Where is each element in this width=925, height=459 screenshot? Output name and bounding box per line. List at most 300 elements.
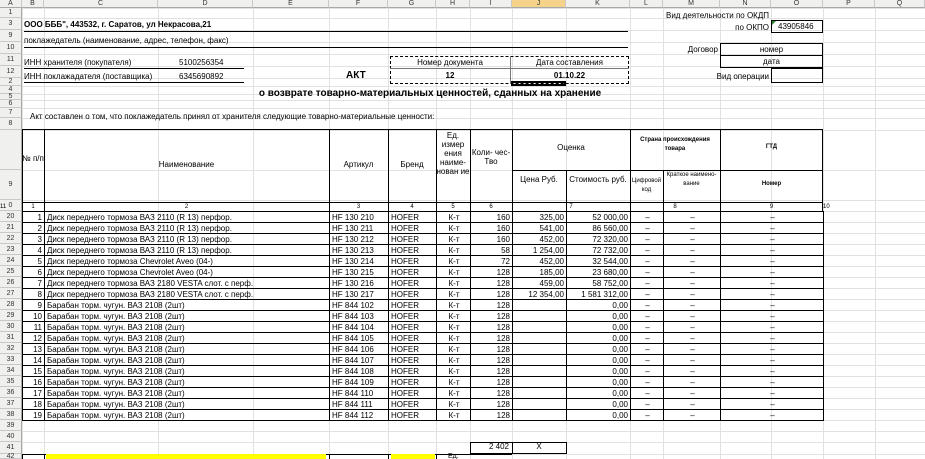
operation-cell[interactable] xyxy=(771,68,823,83)
cell-text-unit: К-т xyxy=(448,312,460,321)
header-gtd: ГТД xyxy=(765,144,778,150)
cell-text-code: – xyxy=(645,400,650,409)
cell-text-n: 16 xyxy=(33,378,42,387)
row-header[interactable]: 4 xyxy=(0,86,22,94)
cell-text-short: – xyxy=(690,224,695,233)
table-header-vline xyxy=(44,129,45,211)
inn-keeper-underline xyxy=(24,68,244,69)
header-price: Цена Руб. xyxy=(520,175,558,184)
cell-text-short: – xyxy=(690,345,695,354)
contract-label: Договор xyxy=(687,45,718,54)
cell-text-n: 11 xyxy=(33,323,42,332)
cell-text-code: – xyxy=(645,279,650,288)
cell-text-price: 325,00 xyxy=(539,213,564,222)
cell-text-brand: HOFER xyxy=(391,279,419,288)
cell-text-brand: HOFER xyxy=(391,334,419,343)
totals-highlight-2 xyxy=(391,454,435,459)
inn-keeper-value: 5100256354 xyxy=(179,58,224,67)
row-header[interactable]: 38 xyxy=(0,409,22,420)
cell-text-unit: К-т xyxy=(448,246,460,255)
column-number: 1 xyxy=(31,204,35,210)
cell-text-n: 18 xyxy=(33,400,42,409)
cell-text-art: HF 844 104 xyxy=(332,323,374,332)
cell-text-cost: 0,00 xyxy=(612,312,628,321)
org-underline xyxy=(24,31,628,32)
row-header[interactable]: 31 xyxy=(0,332,22,343)
cell-n[interactable] xyxy=(22,409,45,421)
grid-hline xyxy=(22,8,925,9)
cell-text-brand: HOFER xyxy=(391,378,419,387)
cell-text-price: 459,00 xyxy=(539,279,564,288)
column-header-m[interactable]: M xyxy=(663,0,720,8)
cell-text-price: 12 354,00 xyxy=(528,290,564,299)
table-header-vline xyxy=(329,129,330,211)
column-number: 8 xyxy=(673,204,677,210)
cell-text-gtd: – xyxy=(770,334,775,343)
okdp-label: Вид деятельности по ОКДП xyxy=(665,11,769,20)
cell-code[interactable] xyxy=(630,409,664,421)
cell-text-qty: 160 xyxy=(496,213,510,222)
cell-brand[interactable] xyxy=(388,409,437,421)
date-label: дата xyxy=(763,57,780,66)
cell-text-unit: К-т xyxy=(448,411,460,420)
okpo-value: 43905846 xyxy=(778,22,814,31)
column-number: 4 xyxy=(410,204,414,210)
cell-text-name: Барабан торм. чугун. ВАЗ 2108 (2шт) xyxy=(47,323,185,332)
column-header-k[interactable]: K xyxy=(566,0,630,8)
cell-text-gtd: – xyxy=(770,411,775,420)
cell-price[interactable] xyxy=(512,409,567,421)
cell-text-gtd: – xyxy=(770,389,775,398)
cell-text-code: – xyxy=(645,411,650,420)
row-header[interactable] xyxy=(0,130,22,170)
row-header[interactable]: 7 xyxy=(0,108,22,118)
cell-text-name: Диск переднего тормоза Chevrolet Aveo (04-) xyxy=(47,257,213,266)
cell-text-short: – xyxy=(690,279,695,288)
cell-text-gtd: – xyxy=(770,235,775,244)
cell-text-art: HF 844 106 xyxy=(332,345,374,354)
row-header[interactable]: 29 xyxy=(0,310,22,321)
cell-text-short: – xyxy=(690,334,695,343)
header-qty: Коли- чес- Тво xyxy=(471,148,511,166)
inn-depositor-value: 6345690892 xyxy=(179,72,224,81)
total-qty: 2 402 xyxy=(488,442,509,451)
cell-text-brand: HOFER xyxy=(391,213,419,222)
cell-text-cost: 86 560,00 xyxy=(592,224,628,233)
total-unit-partial: Ед. xyxy=(448,453,459,459)
row-header[interactable]: 35 xyxy=(0,376,22,387)
row-header[interactable]: 8 xyxy=(0,118,22,130)
cell-text-unit: К-т xyxy=(448,378,460,387)
cell-text-price: 1 254,00 xyxy=(532,246,564,255)
cell-text-code: – xyxy=(645,235,650,244)
column-header-c[interactable]: C xyxy=(44,0,158,8)
row-header[interactable]: 42 xyxy=(0,454,22,459)
cell-text-price: 541,00 xyxy=(539,224,564,233)
cell-text-art: HF 130 217 xyxy=(332,290,374,299)
column-header-j[interactable]: J xyxy=(512,0,566,8)
row-header[interactable]: 20 xyxy=(0,211,22,222)
cell-text-code: – xyxy=(645,257,650,266)
cell-text-cost: 23 680,00 xyxy=(592,268,628,277)
row-header[interactable]: 39 xyxy=(0,420,22,431)
contract-date-cell[interactable] xyxy=(720,55,823,68)
cell-text-gtd: – xyxy=(770,246,775,255)
cell-text-art: HF 130 211 xyxy=(332,224,374,233)
cell-text-code: – xyxy=(645,334,650,343)
column-header-i[interactable]: I xyxy=(470,0,512,8)
cell-text-unit: К-т xyxy=(448,235,460,244)
cell-text-qty: 128 xyxy=(496,323,510,332)
cell-text-unit: К-т xyxy=(448,334,460,343)
cell-text-n: 2 xyxy=(37,224,42,233)
cell-text-gtd: – xyxy=(770,400,775,409)
cell-text-n: 9 xyxy=(37,301,42,310)
cell-text-art: HF 844 111 xyxy=(332,400,373,409)
doc-number[interactable]: 12 xyxy=(445,71,455,80)
operation-label: Вид операции xyxy=(716,72,769,81)
cell-text-n: 14 xyxy=(33,356,42,365)
cell-text-cost: 0,00 xyxy=(612,323,628,332)
cell-text-gtd: – xyxy=(770,301,775,310)
row-header[interactable]: 34 xyxy=(0,365,22,376)
column-header-b[interactable]: B xyxy=(22,0,44,8)
cell-text-cost: 0,00 xyxy=(612,400,628,409)
grid-hline xyxy=(22,108,925,109)
act-label: АКТ xyxy=(346,70,366,81)
row-header[interactable]: 22 xyxy=(0,233,22,244)
column-header-q[interactable]: Q xyxy=(875,0,925,8)
cell-text-unit: К-т xyxy=(448,323,460,332)
totals-highlight xyxy=(46,454,326,459)
cell-text-name: Диск переднего тормоза ВАЗ 2110 (R 13) перфор. xyxy=(47,235,232,244)
row-header[interactable]: 36 xyxy=(0,387,22,398)
row-header[interactable]: 26 xyxy=(0,277,22,288)
cell-text-brand: HOFER xyxy=(391,312,419,321)
cell-text-n: 7 xyxy=(37,279,42,288)
cell-text-brand: HOFER xyxy=(391,367,419,376)
cell-text-art: HF 844 109 xyxy=(332,378,374,387)
column-header-a[interactable]: A xyxy=(0,0,22,8)
table-header-vline xyxy=(470,129,471,211)
cell-text-gtd: – xyxy=(770,213,775,222)
cell-text-gtd: – xyxy=(770,224,775,233)
cell-text-brand: HOFER xyxy=(391,235,419,244)
doc-number-label: Номер документа xyxy=(417,58,483,67)
header-country: Страна происхождения товара xyxy=(640,137,710,152)
cell-text-price: 452,00 xyxy=(539,235,564,244)
cell-text-n: 5 xyxy=(37,257,42,266)
cell-text-brand: HOFER xyxy=(391,290,419,299)
cell-text-code: – xyxy=(645,356,650,365)
cell-text-gtd: – xyxy=(770,290,775,299)
inn-depositor-underline xyxy=(24,82,244,83)
header-num: № п/п xyxy=(22,154,44,163)
row-header[interactable]: 30 xyxy=(0,321,22,332)
column-header-e[interactable]: E xyxy=(253,0,329,8)
cell-text-gtd: – xyxy=(770,257,775,266)
cell-text-name: Барабан торм. чугун. ВАЗ 2108 (2шт) xyxy=(47,378,185,387)
cell-text-name: Диск переднего тормоза ВАЗ 2110 (R 13) перфор. xyxy=(47,224,232,233)
grid-hline xyxy=(22,86,925,87)
intro-text: Акт составлен о том, что поклажедатель принял от хранителя следующие товарно-материальные ценности: xyxy=(30,112,435,121)
cell-text-n: 1 xyxy=(37,213,42,222)
cell-text-qty: 128 xyxy=(496,389,510,398)
row-header[interactable]: 10 xyxy=(0,42,22,54)
cell-text-art: HF 130 214 xyxy=(332,257,374,266)
column-number: 6 xyxy=(489,204,493,210)
row-header[interactable]: 40 xyxy=(0,431,22,442)
cell-text-art: HF 844 107 xyxy=(332,356,374,365)
cell-text-name: Диск переднего тормоза ВАЗ 2180 VESTA слот. с перф. xyxy=(47,290,254,299)
cell-text-brand: HOFER xyxy=(391,345,419,354)
row-header[interactable]: 9 xyxy=(0,30,22,42)
cell-text-cost: 72 320,00 xyxy=(592,235,628,244)
cell-text-n: 17 xyxy=(33,389,42,398)
column-header-l[interactable]: L xyxy=(630,0,663,8)
selected-cell-cursor[interactable] xyxy=(511,81,566,86)
cell-text-qty: 128 xyxy=(496,312,510,321)
row-header[interactable]: 1 xyxy=(0,8,22,18)
cell-text-name: Барабан торм. чугун. ВАЗ 2108 (2шт) xyxy=(47,400,185,409)
cell-text-brand: HOFER xyxy=(391,323,419,332)
cell-qty[interactable] xyxy=(470,409,513,421)
cell-text-art: HF 844 105 xyxy=(332,334,374,343)
inn-keeper-label: ИНН хранителя (покупателя) xyxy=(24,58,132,67)
cell-text-brand: HOFER xyxy=(391,224,419,233)
row-header[interactable]: 27 xyxy=(0,288,22,299)
cell-text-gtd: – xyxy=(770,323,775,332)
act-title: о возврате товарно-материальных ценностей, сданных на хранение xyxy=(258,88,602,99)
doc-date[interactable]: 01.10.22 xyxy=(553,71,586,80)
cell-text-art: HF 130 210 xyxy=(332,213,374,222)
table-header-vline xyxy=(388,129,389,211)
row-header[interactable]: 5 xyxy=(0,94,22,100)
row-header[interactable]: 41 xyxy=(0,442,22,454)
column-header-d[interactable]: D xyxy=(158,0,253,8)
cell-text-cost: 1 581 312,00 xyxy=(581,290,628,299)
cell-text-name: Диск переднего тормоза ВАЗ 2180 VESTA слот. с перф. xyxy=(47,279,254,288)
cell-name[interactable] xyxy=(44,409,330,421)
cell-text-qty: 128 xyxy=(496,356,510,365)
column-header-f[interactable]: F xyxy=(329,0,388,8)
header-valuation: Оценка xyxy=(557,143,585,152)
cell-text-art: HF 844 102 xyxy=(332,301,374,310)
cell-text-name: Диск переднего тормоза ВАЗ 2110 (R 13) перфор. xyxy=(47,213,232,222)
cell-text-code: – xyxy=(645,378,650,387)
column-number: 5 xyxy=(451,204,455,210)
cell-text-qty: 128 xyxy=(496,290,510,299)
cell-text-unit: К-т xyxy=(448,301,460,310)
cell-text-qty: 58 xyxy=(501,246,510,255)
cell-text-qty: 128 xyxy=(496,279,510,288)
cell-text-gtd: – xyxy=(770,367,775,376)
cell-text-brand: HOFER xyxy=(391,400,419,409)
column-number: 11 xyxy=(0,204,7,210)
cell-text-qty: 72 xyxy=(501,257,510,266)
okpo-label: по ОКПО xyxy=(735,23,769,32)
cell-text-short: – xyxy=(690,378,695,387)
header-gtd-number: Номер xyxy=(761,181,782,187)
header-article: Артикул xyxy=(343,160,374,169)
cell-short[interactable] xyxy=(663,409,721,421)
cell-text-brand: HOFER xyxy=(391,257,419,266)
org-caption-underline xyxy=(24,47,628,48)
cell-text-price: 185,00 xyxy=(539,268,564,277)
cell-text-price: 452,00 xyxy=(539,257,564,266)
cell-text-brand: HOFER xyxy=(391,356,419,365)
row-header[interactable]: 6 xyxy=(0,100,22,108)
cell-text-code: – xyxy=(645,312,650,321)
cell-text-short: – xyxy=(690,389,695,398)
cell-text-cost: 0,00 xyxy=(612,367,628,376)
cell-text-brand: HOFER xyxy=(391,268,419,277)
cell-unit[interactable] xyxy=(436,409,471,421)
column-number: 2 xyxy=(184,204,189,210)
cell-text-code: – xyxy=(645,246,650,255)
cell-text-code: – xyxy=(645,213,650,222)
cell-text-code: – xyxy=(645,268,650,277)
cell-text-unit: К-т xyxy=(448,224,460,233)
cell-text-n: 10 xyxy=(33,312,42,321)
cell-text-gtd: – xyxy=(770,268,775,277)
cell-text-qty: 160 xyxy=(496,235,510,244)
cell-text-qty: 160 xyxy=(496,224,510,233)
row-header[interactable]: 12 xyxy=(0,66,22,78)
column-header-g[interactable]: G xyxy=(388,0,436,8)
okpo-cell[interactable] xyxy=(771,20,823,33)
doc-hline xyxy=(390,68,629,69)
cell-text-n: 15 xyxy=(33,367,42,376)
cell-text-short: – xyxy=(690,400,695,409)
cell-text-n: 3 xyxy=(37,235,42,244)
number-label: номер xyxy=(759,45,784,54)
cell-text-short: – xyxy=(690,411,695,420)
cell-text-short: – xyxy=(690,235,695,244)
cell-text-n: 8 xyxy=(37,290,42,299)
cell-text-gtd: – xyxy=(770,345,775,354)
cell-text-short: – xyxy=(690,356,695,365)
cell-text-code: – xyxy=(645,224,650,233)
cell-text-art: HF 130 213 xyxy=(332,246,374,255)
cell-text-name: Барабан торм. чугун. ВАЗ 2108 (2шт) xyxy=(47,367,185,376)
cell-text-art: HF 844 108 xyxy=(332,367,374,376)
cell-text-unit: К-т xyxy=(448,345,460,354)
cell-text-brand: HOFER xyxy=(391,389,419,398)
row-header[interactable]: 25 xyxy=(0,266,22,277)
row-header[interactable]: 32 xyxy=(0,343,22,354)
column-number: 3 xyxy=(356,204,361,210)
cell-text-cost: 32 544,00 xyxy=(592,257,628,266)
cell-text-brand: HOFER xyxy=(391,411,419,420)
row-header[interactable]: 23 xyxy=(0,244,22,255)
cell-text-n: 6 xyxy=(37,268,42,277)
grid-hline xyxy=(22,100,925,101)
cell-text-gtd: – xyxy=(770,312,775,321)
cell-text-short: – xyxy=(690,323,695,332)
cell-cost[interactable] xyxy=(566,409,631,421)
cell-text-qty: 128 xyxy=(496,334,510,343)
cell-text-unit: К-т xyxy=(448,356,460,365)
org-caption: поклажедатель (наименование, адрес, телефон, факс) xyxy=(24,36,229,45)
row-header[interactable]: 37 xyxy=(0,398,22,409)
cell-text-unit: К-т xyxy=(448,290,460,299)
header-cost: Стоимость руб. xyxy=(569,175,627,184)
cell-text-gtd: – xyxy=(770,378,775,387)
column-header-p[interactable]: P xyxy=(823,0,875,8)
cell-text-name: Барабан торм. чугун. ВАЗ 2108 (2шт) xyxy=(47,356,185,365)
row-header[interactable]: 11 xyxy=(0,54,22,66)
cell-text-qty: 128 xyxy=(496,411,510,420)
inn-depositor-label: ИНН поклажадателя (поставщика) xyxy=(24,72,153,81)
column-number: 7 xyxy=(569,204,573,210)
cell-text-qty: 128 xyxy=(496,301,510,310)
cell-art[interactable] xyxy=(329,409,389,421)
row-header[interactable]: 24 xyxy=(0,255,22,266)
cell-text-name: Барабан торм. чугун. ВАЗ 2108 (2шт) xyxy=(47,345,185,354)
column-header-n[interactable]: N xyxy=(720,0,771,8)
cell-text-art: HF 844 112 xyxy=(332,411,374,420)
cell-text-qty: 128 xyxy=(496,400,510,409)
grid-hline xyxy=(22,18,925,19)
cell-text-code: – xyxy=(645,290,650,299)
cell-text-short: – xyxy=(690,246,695,255)
cell-text-cost: 0,00 xyxy=(612,345,628,354)
cell-text-short: – xyxy=(690,312,695,321)
column-header-o[interactable]: O xyxy=(771,0,823,8)
cell-text-brand: HOFER xyxy=(391,301,419,310)
row-header[interactable]: 33 xyxy=(0,354,22,365)
row-header[interactable]: 21 xyxy=(0,222,22,233)
cell-text-unit: К-т xyxy=(448,257,460,266)
row-header[interactable]: 3 xyxy=(0,18,22,30)
cell-text-code: – xyxy=(645,389,650,398)
cell-text-code: – xyxy=(645,301,650,310)
cell-text-cost: 72 732,00 xyxy=(592,246,628,255)
header-unit: Ед. измер ения наиме- нован ие xyxy=(436,131,470,176)
cell-text-n: 4 xyxy=(37,246,42,255)
cell-gtd[interactable] xyxy=(720,409,824,421)
cell-text-unit: К-т xyxy=(448,213,460,222)
column-number: 10 xyxy=(823,204,830,210)
column-header-h[interactable]: H xyxy=(436,0,470,8)
cell-text-unit: К-т xyxy=(448,389,460,398)
cell-text-short: – xyxy=(690,290,695,299)
header-brand: Бренд xyxy=(400,160,424,169)
row-header[interactable]: 2 xyxy=(0,78,22,86)
cell-text-qty: 128 xyxy=(496,367,510,376)
cell-text-name: Барабан торм. чугун. ВАЗ 2108 (2шт) xyxy=(47,334,185,343)
cell-text-name: Барабан торм. чугун. ВАЗ 2108 (2шт) xyxy=(47,301,185,310)
header-short-name: Краткое наимено- вание xyxy=(666,172,717,187)
cell-text-qty: 128 xyxy=(496,345,510,354)
cell-text-short: – xyxy=(690,213,695,222)
cell-text-n: 19 xyxy=(33,411,42,420)
row-header[interactable]: 0 xyxy=(0,200,22,211)
cell-text-name: Барабан торм. чугун. ВАЗ 2108 (2шт) xyxy=(47,312,185,321)
row-header[interactable]: 9 xyxy=(0,170,22,200)
row-header[interactable]: 28 xyxy=(0,299,22,310)
header-name: Наименование xyxy=(158,160,215,169)
cell-text-code: – xyxy=(645,367,650,376)
cell-text-cost: 58 752,00 xyxy=(592,279,628,288)
cell-text-art: HF 844 103 xyxy=(332,312,374,321)
cell-text-cost: 0,00 xyxy=(612,378,628,387)
cell-text-art: HF 130 216 xyxy=(332,279,374,288)
cell-text-n: 12 xyxy=(33,334,42,343)
doc-date-label: Дата составления xyxy=(536,58,603,67)
cell-text-short: – xyxy=(690,268,695,277)
